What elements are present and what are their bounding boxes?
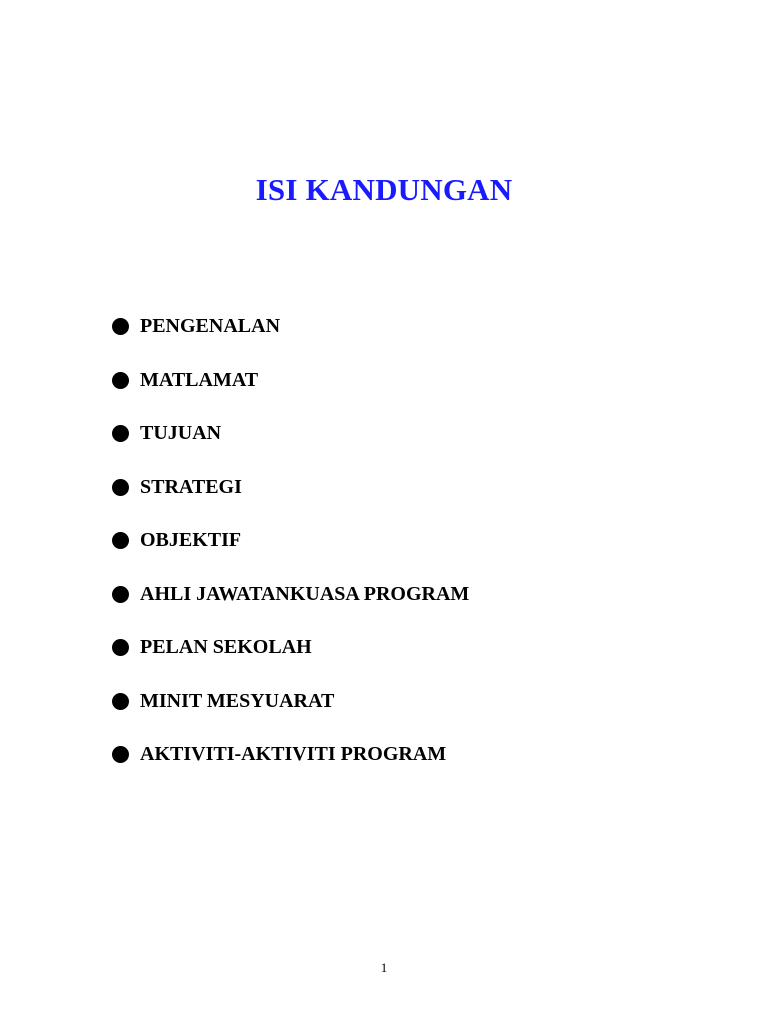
bullet-icon — [112, 586, 129, 603]
list-item — [112, 300, 469, 354]
list-item-label: STRATEGI — [140, 475, 242, 498]
list-item — [112, 407, 469, 461]
list-item — [112, 621, 469, 675]
list-item-label: MATLAMAT — [140, 368, 259, 391]
page-title: ISI KANDUNGAN — [255, 172, 513, 207]
list-item — [112, 354, 469, 408]
bullet-icon — [112, 693, 129, 710]
list-item-label: PENGENALAN — [140, 315, 281, 338]
list-item — [112, 675, 469, 729]
list-item-label: OBJEKTIF — [140, 529, 242, 552]
list-item — [112, 728, 469, 782]
bullet-icon — [112, 479, 129, 496]
bullet-icon — [112, 318, 129, 335]
bullet-icon — [112, 425, 129, 442]
bullet-icon — [112, 372, 129, 389]
list-item-label: PELAN SEKOLAH — [140, 636, 312, 659]
list-item-label: TUJUAN — [140, 422, 222, 445]
bullet-icon — [112, 532, 129, 549]
list-item-label: MINIT MESYUARAT — [140, 689, 335, 712]
list-item — [112, 514, 469, 568]
table-of-contents — [112, 300, 469, 782]
list-item-label: AKTIVITI-AKTIVITI PROGRAM — [140, 743, 447, 766]
bullet-icon — [112, 746, 129, 763]
list-item — [112, 568, 469, 622]
page-number: 1 — [380, 960, 388, 975]
list-item-label: AHLI JAWATANKUASA PROGRAM — [140, 582, 470, 605]
bullet-icon — [112, 639, 129, 656]
list-item — [112, 461, 469, 515]
